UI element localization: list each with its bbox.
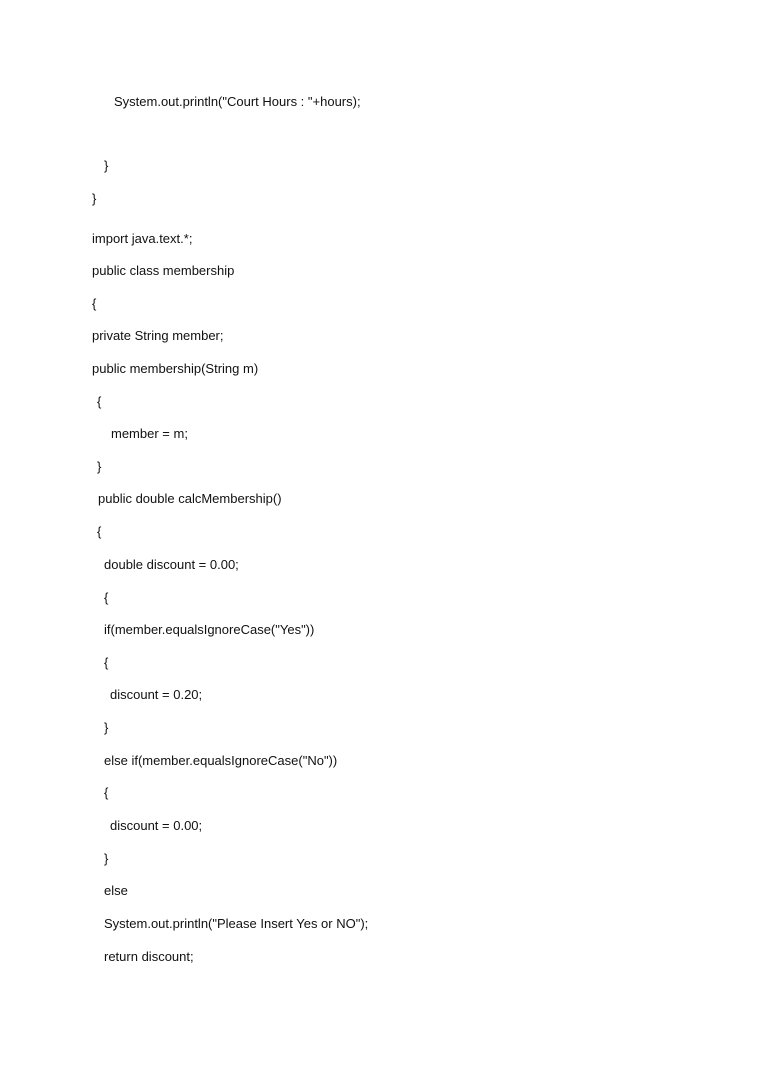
code-line: return discount;: [104, 949, 194, 964]
code-line: public double calcMembership(): [98, 491, 282, 506]
code-line: if(member.equalsIgnoreCase("Yes")): [104, 622, 315, 637]
code-line: System.out.println("Please Insert Yes or NO");: [104, 916, 369, 931]
code-line: }: [104, 720, 109, 735]
code-line: discount = 0.00;: [110, 818, 203, 833]
code-line: }: [92, 191, 97, 206]
code-line: }: [104, 851, 109, 866]
code-line: {: [97, 524, 102, 539]
code-line: import java.text.*;: [92, 231, 193, 246]
code-line: {: [104, 655, 109, 670]
code-line: {: [92, 296, 97, 311]
code-line: System.out.println("Court Hours : "+hours);: [114, 94, 361, 109]
code-line: public membership(String m): [92, 361, 259, 376]
code-line: discount = 0.20;: [110, 687, 203, 702]
code-line: }: [104, 158, 109, 173]
code-line: private String member;: [92, 328, 224, 343]
code-line: {: [104, 785, 109, 800]
code-line: {: [104, 590, 109, 605]
code-line: }: [97, 459, 102, 474]
code-line: {: [97, 394, 102, 409]
code-line: else: [104, 883, 128, 898]
code-line: public class membership: [92, 263, 235, 278]
code-line: double discount = 0.00;: [104, 557, 239, 572]
code-line: member = m;: [111, 426, 188, 441]
code-line: else if(member.equalsIgnoreCase("No")): [104, 753, 338, 768]
